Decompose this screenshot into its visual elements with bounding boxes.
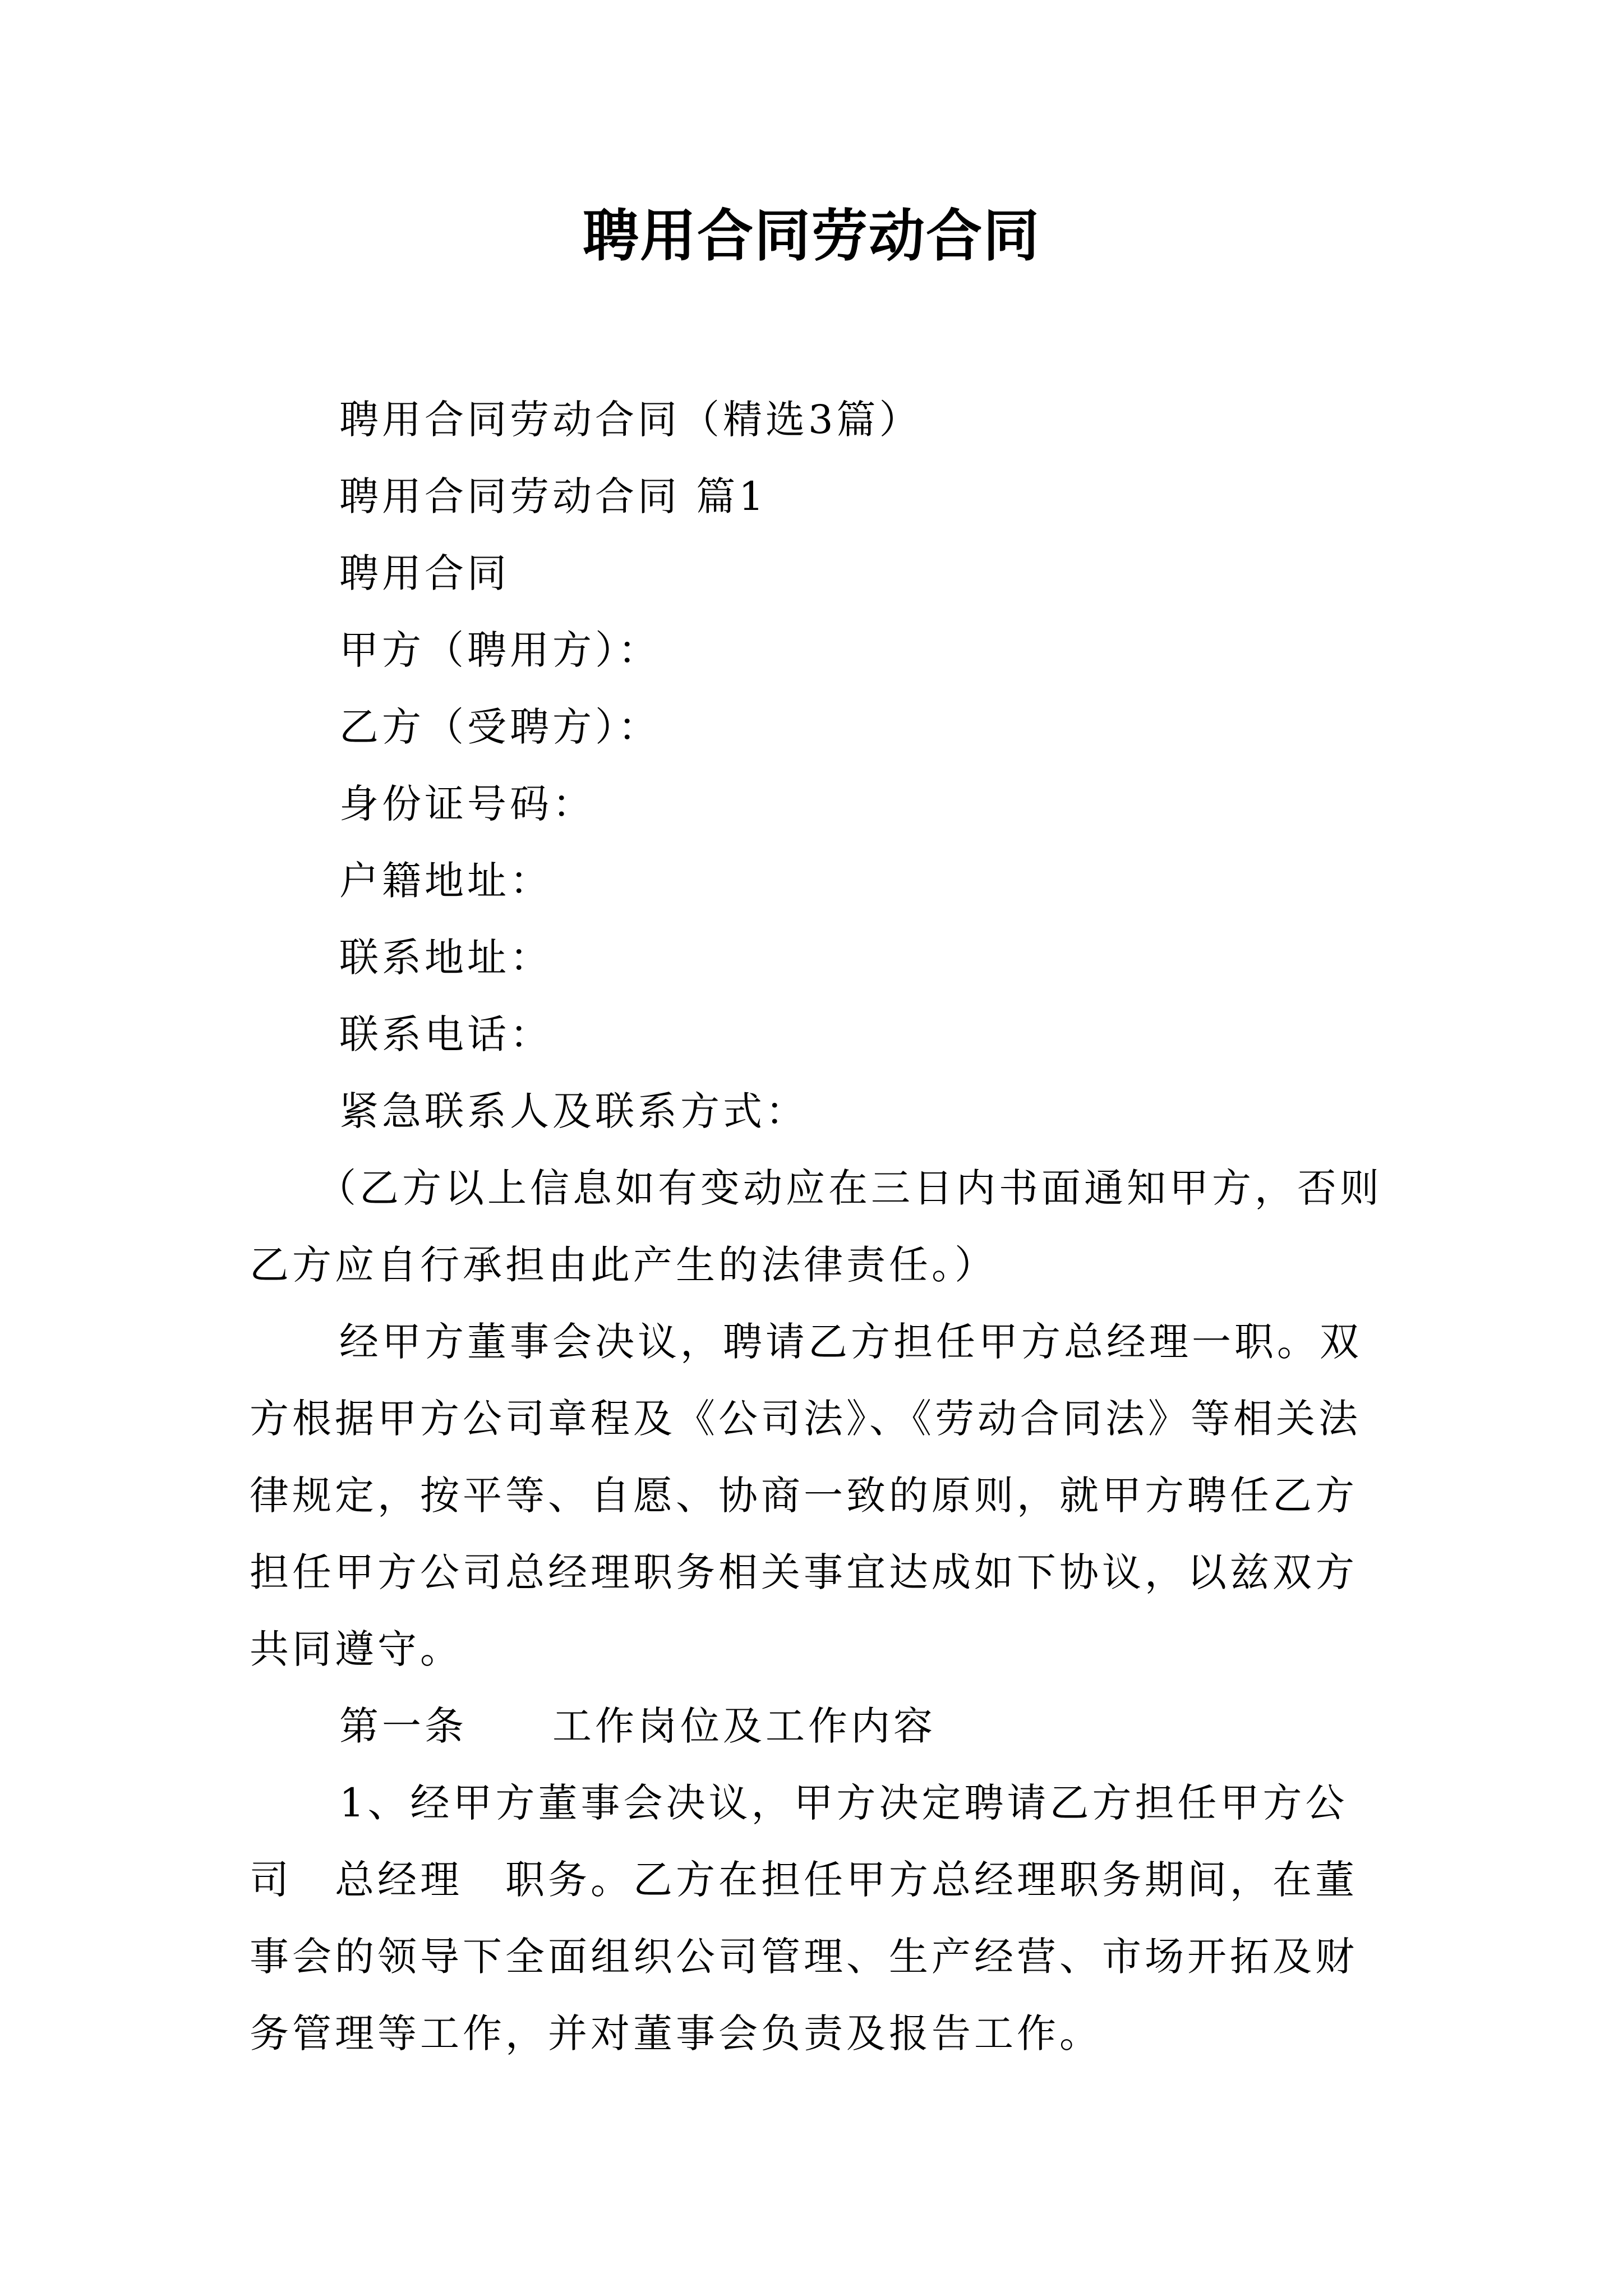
article-heading: 第一条 工作岗位及工作内容 xyxy=(339,1703,936,1749)
paragraph-preamble: 经甲方董事会决议，聘请乙方担任甲方总经理一职。双方根据甲方公司章程及《公司法》、《劳动合同法》等相关法律规定，按平等、自愿、协商一致的原则，就甲方聘任乙方担任甲方公司总经理职务相关事宜达成如下协议，以兹双方共同遵守。 xyxy=(250,1319,1362,1672)
field-party-b: 乙方（受聘方）： xyxy=(339,704,661,750)
document-title: 聘用合同劳动合同 xyxy=(583,203,1040,269)
field-emergency-contact: 紧急联系人及联系方式： xyxy=(339,1088,808,1134)
field-contact-phone: 联系电话： xyxy=(339,1011,552,1057)
field-household-address: 户籍地址： xyxy=(339,858,552,904)
paragraph-clause-1: 1、经甲方董事会决议，甲方决定聘请乙方担任甲方公司 总经理 职务。乙方在担任甲方总经理职务期间，在董事会的领导下全面组织公司管理、生产经营、市场开拓及财务管理等工作，并对董事会负责及报告工作。 xyxy=(250,1780,1358,2056)
field-contact-address: 联系地址： xyxy=(339,935,552,981)
paragraph-contract-name: 聘用合同 xyxy=(339,550,510,596)
paragraph-subtitle: 聘用合同劳动合同（精选3篇） xyxy=(339,397,922,443)
document-body xyxy=(250,381,1388,2072)
field-id-number: 身份证号码： xyxy=(339,781,595,827)
paragraph-section-heading: 聘用合同劳动合同 篇1 xyxy=(339,473,767,519)
paragraph-notice: （乙方以上信息如有变动应在三日内书面通知甲方，否则乙方应自行承担由此产生的法律责任。） xyxy=(250,1165,1382,1288)
field-party-a: 甲方（聘用方）： xyxy=(339,627,661,673)
